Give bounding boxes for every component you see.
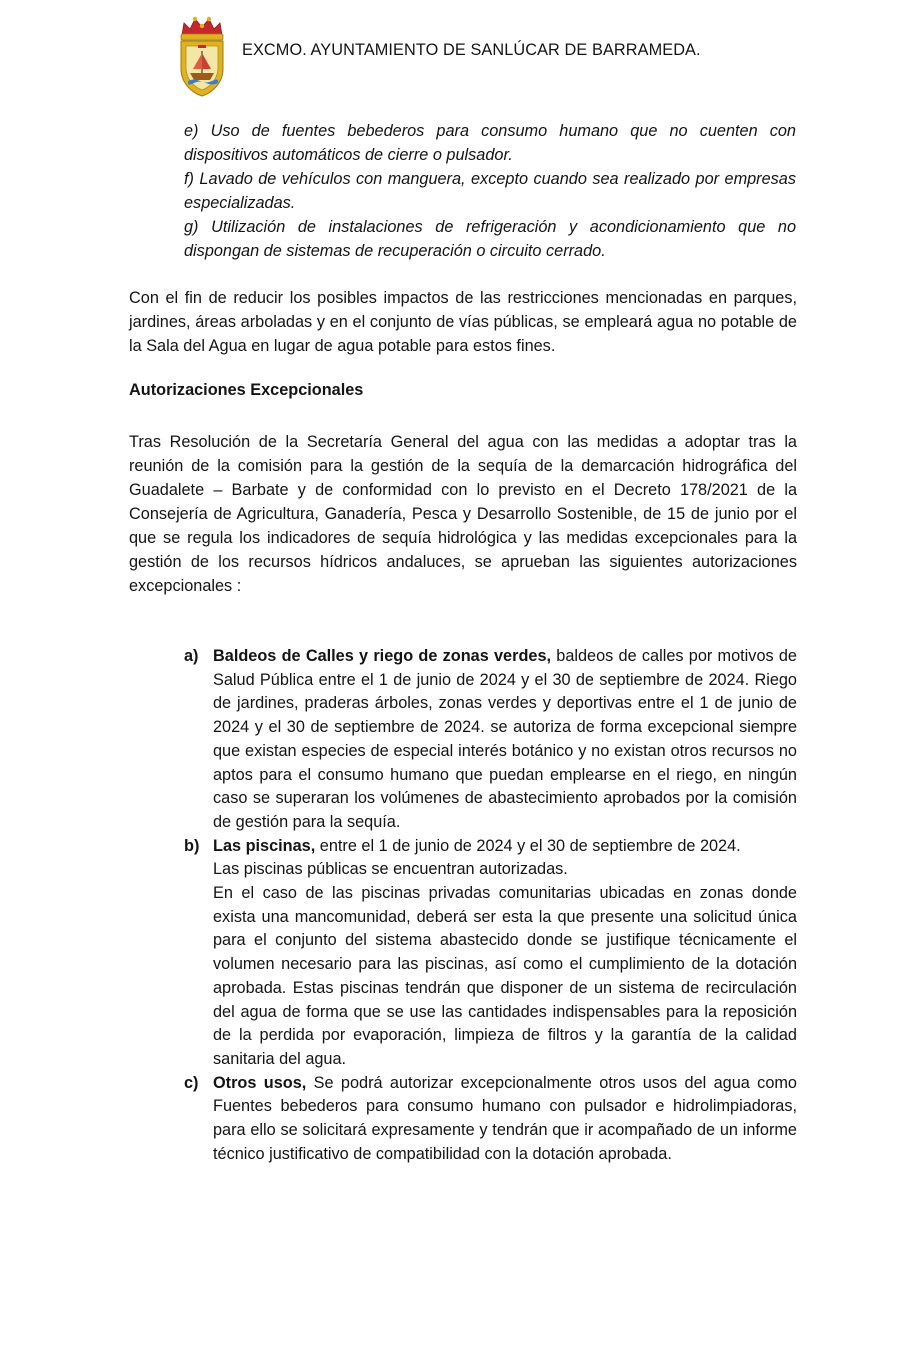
authorization-lead: Otros usos,: [213, 1073, 307, 1092]
list-marker: a): [184, 647, 199, 665]
restriction-list: [184, 119, 796, 263]
list-body: [213, 1072, 797, 1167]
authorization-text: [213, 1072, 797, 1167]
list-body: [213, 835, 797, 1072]
authorization-lead: Baldeos de Calles y riego de zonas verdes,: [213, 647, 552, 665]
authorization-note: Las piscinas públicas se encuentran autorizadas.: [213, 860, 568, 879]
authorizations-list: [184, 645, 797, 1166]
restriction-item-g: g) Utilización de instalaciones de refrigeración y acondicionamiento que no dispongan de sistemas de recuperación o circuito cerrado.: [184, 218, 796, 260]
coat-of-arms-icon: [176, 15, 228, 97]
authorization-text: [213, 645, 797, 835]
authorization-item-a: [184, 645, 797, 835]
authorization-item-b: [184, 835, 797, 1072]
letterhead: [176, 14, 701, 98]
authorization-item-c: [184, 1072, 797, 1167]
list-body: [213, 645, 797, 835]
restriction-item-e: e) Uso de fuentes bebederos para consumo humano que no cuenten con dispositivos automáticos de cierre o pulsador.: [184, 122, 796, 164]
authorization-text: [213, 835, 797, 859]
list-marker: b): [184, 836, 200, 855]
section-heading: Autorizaciones Excepcionales: [129, 381, 364, 399]
authorization-description: baldeos de calles por motivos de Salud Pública entre el 1 de junio de 2024 y el 30 de septiembre de 2024. Riego de jardines, praderas árboles, zonas verdes y deportivas entre el 1 de junio de 2024 y el 30 de septiembre de 2024. se autoriza de forma excepcional siempre que existan especies de especial interés botánico y no existan otros recursos no aptos para el consumo humano que puedan emplearse en el riego, en ningún caso se superaran los volúmenes de abastecimiento aprobados por la comisión de gestión para la sequía.: [213, 647, 797, 831]
list-marker: c): [184, 1073, 199, 1092]
authorization-description: Se podrá autorizar excepcionalmente otros usos del agua como Fuentes bebederos para consumo humano con pulsador e hidrolimpiadoras, para ello se solicitará expresamente y tendrán que ir acompañado de un informe técnico justificativo de compatibilidad con la dotación aprobada.: [213, 1073, 797, 1163]
authorization-detail: En el caso de las piscinas privadas comunitarias ubicadas en zonas donde exista una mancomunidad, deberá ser esta la que presente una solicitud única para el conjunto del sistema abastecido donde se justifique técnicamente el volumen necesario para las piscinas, así como el cumplimiento de la dotación aprobada. Estas piscinas tendrán que disponer de un sistema de recirculación del agua de forma que se use las cantidades indispensables para la reposición de la perdida por evaporación, limpieza de filtros y la garantía de la calidad sanitaria del agua.: [213, 884, 797, 1068]
authorization-lead: Las piscinas,: [213, 836, 316, 855]
restriction-item-f: f) Lavado de vehículos con manguera, excepto cuando sea realizado por empresas especializadas.: [184, 170, 796, 212]
paragraph-non-potable-water: Con el fin de reducir los posibles impactos de las restricciones mencionadas en parques, jardines, áreas arboladas y en el conjunto de vías públicas, se empleará agua no potable de la Sala del Agua en lugar de agua potable para estos fines.: [129, 289, 797, 355]
paragraph-resolution: Tras Resolución de la Secretaría General del agua con las medidas a adoptar tras la reunión de la comisión para la gestión de la sequía de la demarcación hidrográfica del Guadalete – Barbate y de conformidad con lo previsto en el Decreto 178/2021 de la Consejería de Agricultura, Ganadería, Pesca y Desarrollo Sostenible, de 15 de junio por el que se regula los indicadores de sequía hidrológica y las medidas excepcionales para la gestión de los recursos hídricos andaluces, se aprueban las siguientes autorizaciones excepcionales :: [129, 433, 797, 595]
authorization-description: entre el 1 de junio de 2024 y el 30 de septiembre de 2024.: [315, 836, 741, 855]
institution-title: EXCMO. AYUNTAMIENTO DE SANLÚCAR DE BARRAMEDA.: [242, 40, 701, 59]
